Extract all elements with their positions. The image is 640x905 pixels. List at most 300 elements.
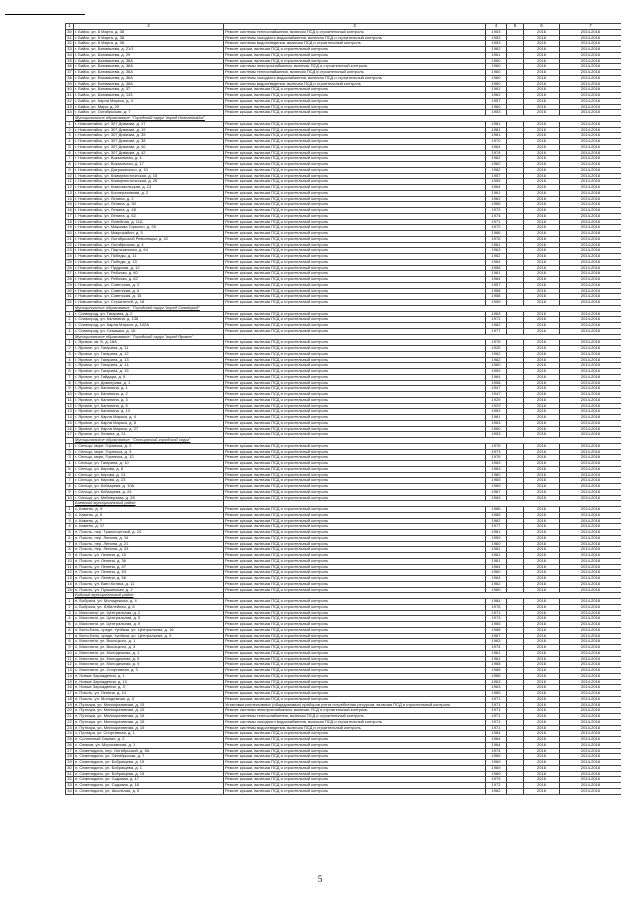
work-type-cell: Ремонт крыши, включая ПСД и строительный контроль xyxy=(224,495,486,501)
address-cell: п. Путлара, ул. Мелиоративная, д. 15 xyxy=(74,719,224,725)
row-number: 16 xyxy=(67,684,72,690)
build-year-cell: 1962 xyxy=(486,47,507,53)
plan-year-cell: 2016 xyxy=(524,190,560,196)
row-number: 29 xyxy=(67,282,72,287)
work-type-cell: Ремонт крыши, включая ПСД и строительный контроль xyxy=(224,133,486,139)
row-number: 30 xyxy=(67,765,72,770)
build-year-cell: 1960 xyxy=(486,570,507,576)
build-year-cell: 1964 xyxy=(486,277,507,283)
work-type-cell: Ремонт крыши, включая ПСД и строительный контроль xyxy=(224,685,486,691)
period-cell: 2014-2016 xyxy=(560,466,622,472)
work-type-cell: Ремонт системы холодного водоснабжения, включая ПСД и строительный контроль xyxy=(224,35,486,41)
address-cell: г. Яровое, кв. Б, д. 18А xyxy=(74,340,224,346)
period-cell: 2014-2016 xyxy=(560,645,622,651)
address-cell: г. Сельцо, ул. Кирова, д. 23 xyxy=(74,478,224,484)
build-year-cell: 1974 xyxy=(486,213,507,219)
work-type-cell: Ремонт крыши, включая ПСД и строительный контроль xyxy=(224,369,486,375)
address-cell: г. Новоалтайск, ул. 307 Дивизии, д. 38 xyxy=(74,139,224,145)
work-type-cell: Ремонт крыши, включая ПСД и строительный контроль xyxy=(224,231,486,237)
work-type-cell: Ремонт крыши, включая ПСД и строительный контроль xyxy=(224,512,486,518)
plan-year-cell: 2016 xyxy=(524,328,560,334)
row-number: 13 xyxy=(67,667,72,672)
work-type-cell: Ремонт крыши, включая ПСД и строительный контроль xyxy=(224,190,486,196)
work-type-cell: Ремонт крыши, включая ПСД и строительный контроль xyxy=(224,288,486,294)
work-type-cell: Ремонт крыши, включая ПСД и строительный контроль xyxy=(224,277,486,283)
plan-year-cell: 2016 xyxy=(524,409,560,415)
address-cell: г. Сельцо, мкрн. Горнячка, д. 3 xyxy=(74,449,224,455)
build-year-cell: 1960 xyxy=(486,58,507,64)
address-cell: г. Новоалтайск, ул. Рабочая, д. 60 xyxy=(74,271,224,277)
row-number: 19 xyxy=(67,702,72,707)
plan-year-cell: 2016 xyxy=(524,156,560,162)
period-cell: 2014-2016 xyxy=(560,507,622,513)
row-number: 36 xyxy=(67,63,72,69)
row-number: 12 xyxy=(67,661,72,667)
work-type-cell: Ремонт крыши, включая ПСД и строительный контроль xyxy=(224,610,486,616)
address-cell: г. Славгород, ул. Семашко, д. 16 xyxy=(74,328,224,334)
column-number: 7 xyxy=(560,24,622,30)
row-number: 18 xyxy=(67,219,72,224)
row-number: 31 xyxy=(67,293,72,299)
plan-year-cell: 2016 xyxy=(524,294,560,300)
plan-year-cell: 2016 xyxy=(524,58,560,64)
address-cell: г. Яровое, ул. Карла Маркса, д. 8 xyxy=(74,420,224,426)
build-year-cell: 1963 xyxy=(486,311,507,317)
build-year-cell: 1953 xyxy=(486,35,507,41)
plan-year-cell: 2016 xyxy=(524,110,560,116)
address-cell: г. Сельцо, ул. Мейнерзова, д. 28 xyxy=(74,495,224,501)
work-type-cell: Ремонт крыши, включая ПСД и строительный контроль xyxy=(224,455,486,461)
plan-year-cell: 2016 xyxy=(524,139,560,145)
address-cell: г. Новоалтайск, ул. Вокзальная, д. 4 xyxy=(74,156,224,162)
address-cell: г. Яровое, ул. Калинина, д. 5 xyxy=(74,403,224,409)
address-cell: п. Семенидино, ул. Бобрищева, д. 15 xyxy=(74,771,224,777)
work-type-cell: Ремонт крыши, включая ПСД и строительный контроль xyxy=(224,639,486,645)
plan-year-cell: 2016 xyxy=(524,760,560,766)
plan-year-cell: 2016 xyxy=(524,87,560,93)
row-number: 10 xyxy=(67,495,72,500)
work-type-cell: Ремонт крыши, включая ПСД и строительный контроль xyxy=(224,771,486,777)
address-cell: с. Камень, д. 7 xyxy=(74,518,224,524)
plan-year-cell: 2016 xyxy=(524,466,560,472)
section-title: Муниципальное образование: "Городской округ "город Новоалтайск" xyxy=(74,116,224,122)
address-cell: с. Малотини, ул. Молодежная, д. 5 xyxy=(74,656,224,662)
build-year-cell: 1962 xyxy=(486,357,507,363)
work-type-cell: Ремонт системы водоотведения, включая ПСД и строительный контроль xyxy=(224,81,486,87)
row-number: 7 xyxy=(66,633,74,639)
period-cell: 2014-2016 xyxy=(560,426,622,432)
work-type-cell: Ремонт крыши, включая ПСД и строительный контроль xyxy=(224,604,486,610)
build-year-cell: 1967 xyxy=(486,489,507,495)
work-type-cell: Ремонт крыши, включая ПСД и строительный контроль xyxy=(224,760,486,766)
work-type-cell: Ремонт крыши, включая ПСД и строительный контроль xyxy=(224,58,486,64)
plan-year-cell: 2016 xyxy=(524,75,560,81)
build-year-cell: 1962 xyxy=(486,518,507,524)
build-year-cell: 1960 xyxy=(486,70,507,76)
row-number: 7 xyxy=(66,156,74,162)
work-type-cell: Ремонт крыши, включая ПСД и строительный контроль xyxy=(224,346,486,352)
row-number: 5 xyxy=(66,144,74,150)
plan-year-cell: 2016 xyxy=(524,771,560,777)
build-year-cell: 1963 xyxy=(486,466,507,472)
row-number: 3 xyxy=(66,518,74,524)
plan-year-cell: 2016 xyxy=(524,311,560,317)
address-cell: г. Сельцо, ул. Кобзарева, д. 24 xyxy=(74,489,224,495)
period-cell: 2014-2016 xyxy=(560,714,622,720)
period-cell: 2014-2016 xyxy=(560,41,622,47)
address-cell: с. Малотини, ул. Спортивная, д. 3 xyxy=(74,668,224,674)
plan-year-cell: 2016 xyxy=(524,35,560,41)
work-type-cell: Ремонт крыши, включая ПСД и строительный контроль xyxy=(224,156,486,162)
row-number: 17 xyxy=(67,690,72,695)
address-cell: г. Яровое, ул. Калинина, д. 13 xyxy=(74,409,224,415)
build-year-cell: 1971 xyxy=(486,317,507,323)
work-type-cell: Ремонт системы водоотведения, включая ПСД и строительный контроль xyxy=(224,725,486,731)
period-cell: 2014-2016 xyxy=(560,98,622,104)
build-year-cell: 1976 xyxy=(486,340,507,346)
period-cell: 2014-2016 xyxy=(560,604,622,610)
address-cell: п. Покоть, ул. Ваги Котика, д. 11 xyxy=(74,581,224,587)
period-cell: 2014-2016 xyxy=(560,627,622,633)
work-type-cell: Ремонт системы водоотведения, включая ПСД и строительный контроль xyxy=(224,41,486,47)
row-number: 41 xyxy=(67,92,72,97)
period-cell: 2014-2016 xyxy=(560,489,622,495)
address-cell: п. Покоть, ул. Молодежная, д. 3 xyxy=(74,696,224,702)
period-cell: 2014-2016 xyxy=(560,150,622,156)
plan-year-cell: 2016 xyxy=(524,351,560,357)
row-number: 32 xyxy=(67,776,72,782)
period-cell: 2014-2016 xyxy=(560,633,622,639)
period-cell: 2014-2016 xyxy=(560,535,622,541)
address-cell: г. Новоалтайск, ул. Победы, д. 11 xyxy=(74,254,224,260)
build-year-cell: 1960 xyxy=(486,472,507,478)
address-cell: п. Покоть, ул. Ленина, д. 56 xyxy=(74,576,224,582)
address-cell: г. Новоалтайск, ул. Строителей, д. 18 xyxy=(74,300,224,306)
row-number: 39 xyxy=(67,81,72,86)
period-cell: 2014-2016 xyxy=(560,610,622,616)
plan-year-cell: 2016 xyxy=(524,742,560,748)
plan-year-cell: 2016 xyxy=(524,702,560,708)
build-year-cell: 1947 xyxy=(486,392,507,398)
period-cell: 2014-2016 xyxy=(560,259,622,265)
build-year-cell: 1963 xyxy=(486,685,507,691)
period-cell: 2014-2016 xyxy=(560,185,622,191)
period-cell: 2014-2016 xyxy=(560,725,622,731)
row-number: 24 xyxy=(67,253,72,258)
column-number: 1 xyxy=(66,24,74,30)
period-cell: 2014-2016 xyxy=(560,484,622,490)
row-number: 2 xyxy=(66,512,74,518)
period-cell: 2014-2016 xyxy=(560,622,622,628)
header-rule xyxy=(5,14,85,15)
period-cell: 2014-2016 xyxy=(560,52,622,58)
period-cell: 2014-2016 xyxy=(560,530,622,536)
row-number: 30 xyxy=(67,29,72,34)
row-number: 30 xyxy=(67,288,72,293)
build-year-cell: 1965 xyxy=(486,691,507,697)
work-type-cell: Ремонт системы теплоснабжения, включая ПСД и строительный контроль xyxy=(224,70,486,76)
row-number: 12 xyxy=(67,184,72,189)
plan-year-cell: 2016 xyxy=(524,524,560,530)
address-cell: г. Новоалтайск, ул. Дзержинского, д. 10 xyxy=(74,167,224,173)
build-year-cell: 1960 xyxy=(486,81,507,87)
build-year-cell: 1972 xyxy=(486,208,507,214)
address-cell: п. Бело-Бель, средн. тупбаза, ул. Центральная, д. 9 xyxy=(74,633,224,639)
row-number: 6 xyxy=(66,472,74,478)
period-cell: 2014-2016 xyxy=(560,742,622,748)
period-cell: 2014-2016 xyxy=(560,737,622,743)
plan-year-cell: 2016 xyxy=(524,300,560,306)
plan-year-cell: 2016 xyxy=(524,380,560,386)
work-type-cell: Ремонт крыши, включая ПСД и строительный контроль xyxy=(224,386,486,392)
period-cell: 2014-2016 xyxy=(560,397,622,403)
row-number: 17 xyxy=(67,431,72,437)
row-number: 9 xyxy=(66,167,74,173)
build-year-cell: 1966 xyxy=(486,231,507,237)
plan-year-cell: 2016 xyxy=(524,581,560,587)
plan-year-cell: 2016 xyxy=(524,415,560,421)
work-type-cell: Ремонт крыши, включая ПСД и строительный контроль xyxy=(224,374,486,380)
row-number: 7 xyxy=(66,478,74,484)
row-number: 26 xyxy=(67,742,72,747)
address-cell: г. Бийск, ул. 8 Марта, д. 38 xyxy=(74,29,224,35)
build-year-cell: 1971 xyxy=(486,725,507,731)
address-cell: г. Бийск, ул. 8 Марта, д. 38 xyxy=(74,35,224,41)
build-year-cell: 1961 xyxy=(486,415,507,421)
plan-year-cell: 2016 xyxy=(524,236,560,242)
period-cell: 2014-2016 xyxy=(560,771,622,777)
address-cell: п. Покоть, ул. Ленина, д. 14 xyxy=(74,691,224,697)
address-cell: с. Малотини, ул. Молодежная, д. 9 xyxy=(74,662,224,668)
work-type-cell: Ремонт крыши, включая ПСД и строительный контроль xyxy=(224,754,486,760)
row-number: 25 xyxy=(67,259,72,264)
period-cell: 2014-2016 xyxy=(560,225,622,231)
work-type-cell: Ремонт крыши, включая ПСД и строительный контроль xyxy=(224,748,486,754)
row-number: 9 xyxy=(66,386,74,392)
address-cell: г. Новоалтайск, ул. Рабочая, д. 62 xyxy=(74,277,224,283)
plan-year-cell: 2016 xyxy=(524,70,560,76)
row-number: 11 xyxy=(67,656,72,661)
plan-year-cell: 2016 xyxy=(524,622,560,628)
build-year-cell: 1971 xyxy=(486,610,507,616)
build-year-cell: 1962 xyxy=(486,254,507,260)
address-cell: г. Славгород, ул. Гагарина, д. 2 xyxy=(74,311,224,317)
row-number: 3 xyxy=(66,610,74,616)
address-cell: г. Новоалтайск, ул. Ленина, д. 48 xyxy=(74,208,224,214)
plan-year-cell: 2016 xyxy=(524,265,560,271)
period-cell: 2014-2016 xyxy=(560,277,622,283)
build-year-cell: 1964 xyxy=(486,185,507,191)
address-cell: п. Покоть, пер. Ленина, д. 21 xyxy=(74,541,224,547)
build-year-cell: 1929 xyxy=(486,403,507,409)
plan-year-cell: 2016 xyxy=(524,271,560,277)
address-cell: с. Камень, д. 3 xyxy=(74,507,224,513)
plan-year-cell: 2016 xyxy=(524,564,560,570)
period-cell: 2014-2016 xyxy=(560,472,622,478)
work-type-cell: Ремонт крыши, включая ПСД и строительный контроль xyxy=(224,783,486,789)
address-cell: п. Покоть, пер. Транспортный, д. 24 xyxy=(74,530,224,536)
column-number: 3 xyxy=(224,24,486,30)
work-type-cell: Ремонт крыши, включая ПСД и строительный контроль xyxy=(224,443,486,449)
address-cell: п. Бобриха, ул. Молодежная, д. 4 xyxy=(74,599,224,605)
work-type-cell: Ремонт крыши, включая ПСД и строительный контроль xyxy=(224,127,486,133)
address-cell: п. Покоть, ул. Ленина, д. 15 xyxy=(74,553,224,559)
build-year-cell: 1959 xyxy=(486,369,507,375)
build-year-cell: 1965 xyxy=(486,202,507,208)
address-cell: г. Новоалтайск, ул. Коммунистическая, д. 26 xyxy=(74,179,224,185)
plan-year-cell: 2016 xyxy=(524,737,560,743)
build-year-cell: 1962 xyxy=(486,156,507,162)
plan-year-cell: 2016 xyxy=(524,104,560,110)
address-cell: п. Покоть, ул. Ленина, д. 47 xyxy=(74,564,224,570)
work-type-cell: Ремонт крыши, включая ПСД и строительный контроль xyxy=(224,696,486,702)
period-cell: 2014-2016 xyxy=(560,288,622,294)
row-number: 32 xyxy=(67,40,72,46)
plan-year-cell: 2016 xyxy=(524,478,560,484)
plan-year-cell: 2016 xyxy=(524,679,560,685)
build-year-cell: 1962 xyxy=(486,162,507,168)
row-number: 1 xyxy=(66,121,74,127)
row-number: 14 xyxy=(67,673,72,678)
build-year-cell: 1964 xyxy=(486,259,507,265)
period-cell: 2014-2016 xyxy=(560,104,622,110)
period-cell: 2014-2016 xyxy=(560,495,622,501)
build-year-cell: 1962 xyxy=(486,788,507,794)
row-number: 8 xyxy=(66,162,74,168)
plan-year-cell: 2016 xyxy=(524,443,560,449)
build-year-cell: 1984 xyxy=(486,599,507,605)
work-type-cell: Ремонт крыши, включая ПСД и строительный контроль xyxy=(224,357,486,363)
address-cell: г. Яровое, ул. Димитрова, д. 1 xyxy=(74,380,224,386)
build-year-cell: 1964 xyxy=(486,374,507,380)
address-cell: п. Путлара, ул. Мелиоративная, д. 15 xyxy=(74,725,224,731)
address-cell: с. Камень, д. 5 xyxy=(74,512,224,518)
period-cell: 2014-2016 xyxy=(560,202,622,208)
row-number: 4 xyxy=(66,139,74,145)
plan-year-cell: 2016 xyxy=(524,346,560,352)
address-cell: г. Бийск, ул. Батмишева, д. 36А xyxy=(74,58,224,64)
build-year-cell: 1968 xyxy=(486,627,507,633)
plan-year-cell: 2016 xyxy=(524,179,560,185)
build-year-cell: 1976 xyxy=(486,236,507,242)
address-cell: п. Новые Зарождения, д. 1 xyxy=(74,673,224,679)
plan-year-cell: 2016 xyxy=(524,685,560,691)
period-cell: 2014-2016 xyxy=(560,317,622,323)
build-year-cell: 1964 xyxy=(486,564,507,570)
row-number: 2 xyxy=(66,317,74,323)
row-number: 11 xyxy=(67,397,72,402)
period-cell: 2014-2016 xyxy=(560,29,622,35)
address-cell: г. Сельцо, ул. Кирова, д. 8 xyxy=(74,466,224,472)
address-cell: г. Новоалтайск, ул. Ленина, д. 2 xyxy=(74,196,224,202)
address-cell: г. Новоалтайск, ул. 307 Дивизии, д. 42 xyxy=(74,150,224,156)
plan-year-cell: 2016 xyxy=(524,696,560,702)
build-year-cell: 1953 xyxy=(486,110,507,116)
build-year-cell: 1963 xyxy=(486,639,507,645)
build-year-cell: 1961 xyxy=(486,87,507,93)
plan-year-cell: 2016 xyxy=(524,541,560,547)
address-cell: с. Семков, ул. Морозовская, д. 1 xyxy=(74,742,224,748)
row-number: 1 xyxy=(66,311,74,317)
plan-year-cell: 2016 xyxy=(524,610,560,616)
row-number: 38 xyxy=(67,75,72,80)
address-cell: с. Малотини, ул. Центральная, д. 2 xyxy=(74,610,224,616)
plan-year-cell: 2016 xyxy=(524,340,560,346)
period-cell: 2014-2016 xyxy=(560,236,622,242)
row-number: 25 xyxy=(67,736,72,741)
address-cell: п. Семенидино, ул. Садовая, д. 18 xyxy=(74,783,224,789)
work-type-cell: Ремонт крыши, включая ПСД и строительный контроль xyxy=(224,570,486,576)
work-type-cell: Ремонт крыши, включая ПСД и строительный контроль xyxy=(224,185,486,191)
address-cell: п. Покоть, ул. Ленина, д. 53 xyxy=(74,570,224,576)
work-type-cell: Установка коллективных (общедомовых) приборов учета потребления ресурсов, включая ПСД и строительный контроль xyxy=(224,702,486,708)
address-cell: п. Бело-Бель, средн. тупбаза, ул. Центральная, д. 16 xyxy=(74,627,224,633)
period-cell: 2014-2016 xyxy=(560,139,622,145)
work-type-cell: Ремонт крыши, включая ПСД и строительный контроль xyxy=(224,300,486,306)
build-year-cell: 1962 xyxy=(486,167,507,173)
plan-year-cell: 2016 xyxy=(524,288,560,294)
address-cell: г. Яровое, ул. Калинина, д. 1 xyxy=(74,386,224,392)
build-year-cell: 1965 xyxy=(486,622,507,628)
address-cell: п. Путлара, ул. Мелиоративная, д. 15 xyxy=(74,714,224,720)
plan-year-cell: 2016 xyxy=(524,708,560,714)
period-cell: 2014-2016 xyxy=(560,311,622,317)
row-number: 1 xyxy=(66,340,74,346)
build-year-cell: 1974 xyxy=(486,748,507,754)
plan-year-cell: 2016 xyxy=(524,783,560,789)
work-type-cell: Ремонт крыши, включая ПСД и строительный контроль xyxy=(224,530,486,536)
period-cell: 2014-2016 xyxy=(560,518,622,524)
build-year-cell: 1960 xyxy=(486,75,507,81)
plan-year-cell: 2016 xyxy=(524,604,560,610)
build-year-cell: 1969 xyxy=(486,771,507,777)
work-type-cell: Ремонт крыши, включая ПСД и строительный контроль xyxy=(224,777,486,783)
build-year-cell: 1981 xyxy=(486,133,507,139)
work-type-cell: Ремонт крыши, включая ПСД и строительный контроль xyxy=(224,524,486,530)
period-cell: 2014-2016 xyxy=(560,731,622,737)
work-type-cell: Ремонт крыши, включая ПСД и строительный контроль xyxy=(224,466,486,472)
work-type-cell: Ремонт крыши, включая ПСД и строительный контроль xyxy=(224,432,486,438)
row-number: 8 xyxy=(66,547,74,553)
period-cell: 2014-2016 xyxy=(560,616,622,622)
row-number: 6 xyxy=(66,535,74,541)
plan-year-cell: 2016 xyxy=(524,386,560,392)
section-title: Баевский муниципальный район xyxy=(74,501,224,507)
plan-year-cell: 2016 xyxy=(524,599,560,605)
period-cell: 2014-2016 xyxy=(560,127,622,133)
plan-year-cell: 2016 xyxy=(524,162,560,168)
build-year-cell: 1967 xyxy=(486,633,507,639)
row-number: 24 xyxy=(67,730,72,736)
row-number: 7 xyxy=(66,541,74,547)
build-year-cell: 1953 xyxy=(486,432,507,438)
work-type-cell: Ремонт крыши, включая ПСД и строительный контроль xyxy=(224,121,486,127)
build-year-cell: 1977 xyxy=(486,524,507,530)
period-cell: 2014-2016 xyxy=(560,64,622,70)
row-number: 21 xyxy=(67,236,72,241)
build-year-cell: 1961 xyxy=(486,52,507,58)
row-number: 15 xyxy=(67,587,72,592)
period-cell: 2014-2016 xyxy=(560,374,622,380)
address-cell: п. Покоть, пер. Ленина, д. 16 xyxy=(74,535,224,541)
work-type-cell: Ремонт крыши, включая ПСД и строительный контроль xyxy=(224,558,486,564)
build-year-cell: 1965 xyxy=(486,673,507,679)
period-cell: 2014-2016 xyxy=(560,708,622,714)
build-year-cell: 1965 xyxy=(486,478,507,484)
plan-year-cell: 2016 xyxy=(524,489,560,495)
address-cell: г. Славгород, ул. Карла Маркса, д. 100А xyxy=(74,323,224,329)
row-number: 8 xyxy=(66,380,74,386)
